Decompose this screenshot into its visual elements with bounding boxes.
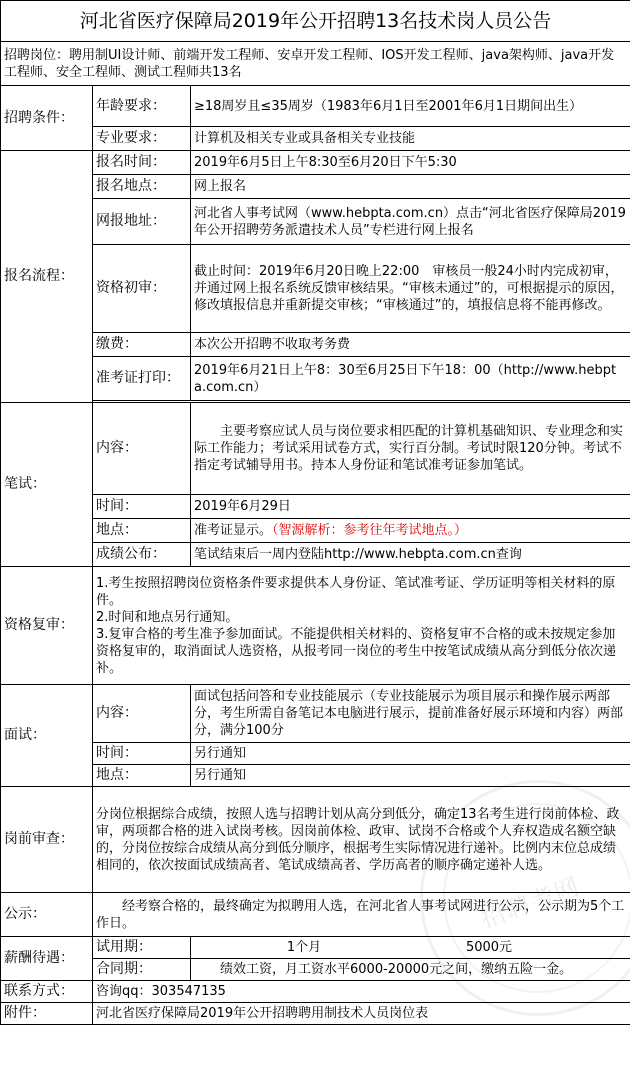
written-result-row xyxy=(1,543,630,567)
salary-contract-label: 合同期： xyxy=(93,959,191,981)
written-time-label: 时间： xyxy=(93,495,191,519)
reg-time-label: 报名时间： xyxy=(93,151,191,175)
reg-place-label: 报名地点： xyxy=(93,175,191,199)
written-result-label: 成绩公布： xyxy=(93,543,191,567)
interview-time-value: 另行通知 xyxy=(191,743,630,765)
reg-time-value: 2019年6月5日上午8:30至6月20日下午5:30 xyxy=(191,151,630,175)
salary-trial-row xyxy=(1,937,630,959)
age-row xyxy=(1,86,630,127)
publicity-value: 经考察合格的，最终确定为拟聘用人选，在河北省人事考试网进行公示，公示期为5个工作日。 xyxy=(93,893,630,937)
reg-site-value: 河北省人事考试网（www.hebpta.com.cn）点击“河北省医疗保障局2019年公开招聘劳务派遣技术人员”专栏进行网上报名 xyxy=(191,199,630,245)
registration-label: 报名流程： xyxy=(1,151,93,403)
reg-place-row xyxy=(1,175,630,199)
qualification-label: 资格复审： xyxy=(1,567,93,685)
reg-ticket-value: 2019年6月21日上午8：30至6月25日下午18：00（http://www.hebpta.com.cn） xyxy=(191,357,630,401)
conditions-label: 招聘条件： xyxy=(1,86,93,151)
salary-contract-value: 绩效工资，月工资水平6000-20000元之间，缴纳五险一金。 xyxy=(191,959,630,981)
preemployment-row xyxy=(1,787,630,893)
written-place-value: 准考证显示。 xyxy=(194,523,273,538)
reg-review-label: 资格初审： xyxy=(93,245,191,333)
interview-content-value: 面试包括问答和专业技能展示（专业技能展示为项目展示和操作展示两部分，考生所需自备笔记本电脑进行展示，提前准备好展示环境和内容）两部分，满分100分 xyxy=(191,685,630,743)
salary-trial-pay: 5000元 xyxy=(465,940,513,955)
age-value: ≥18周岁且≤35周岁（1983年6月1日至2001年6月1日期间出生） xyxy=(191,86,630,127)
preemployment-value: 分岗位根据综合成绩，按照人选与招聘计划从高分到低分，确定13名考生进行岗前体检、政审，两项都合格的进入试岗考核。因岗前体检、政审、试岗不合格或个人弃权造成名额空缺的，分岗位按综合成绩从高分到低分顺序，根据考生实际情况进行递补。比例内末位总成绩相同的，依次按面试成绩高者、笔试成绩高者、学历高者的顺序确定递补人选。 xyxy=(93,787,630,893)
preemployment-label: 岗前审查： xyxy=(1,787,93,893)
reg-fee-label: 缴费： xyxy=(93,333,191,357)
reg-site-row xyxy=(1,199,630,245)
attachment-label: 附件： xyxy=(1,1003,93,1025)
written-time-value: 2019年6月29日 xyxy=(191,495,630,519)
contact-value: 咨询qq：303547135 xyxy=(93,981,630,1003)
major-label: 专业要求： xyxy=(93,127,191,151)
written-content-row xyxy=(1,403,630,495)
qualification-item-3: 3.复审合格的考生准予参加面试。不能提供相关材料的、资格复审不合格的或未按规定参加资格复审的，取消面试人选资格，从报考同一岗位的考生中按笔试成绩从高分到低分依次递补。 xyxy=(96,626,617,676)
salary-label: 薪酬待遇： xyxy=(1,937,93,981)
salary-contract-row xyxy=(1,959,630,981)
attachment-row xyxy=(1,1003,630,1025)
reg-fee-row xyxy=(1,333,630,357)
salary-trial-cell xyxy=(191,937,630,959)
interview-place-row xyxy=(1,765,630,787)
qualification-row xyxy=(1,567,630,685)
contact-row xyxy=(1,981,630,1003)
reg-ticket-label: 准考证打印： xyxy=(93,357,191,401)
reg-review-value: 截止时间：2019年6月20日晚上22:00 审核员一般24小时内完成初审，并通过网上报名系统反馈审核结果。“审核未通过”的，可根据提示的原因，修改填报信息并重新提交审核；“审核通过”的，填报信息将不能再修改。 xyxy=(191,245,630,333)
major-row xyxy=(1,127,630,151)
written-content-value: 主要考察应试人员与岗位要求相匹配的计算机基础知识、专业理念和实际工作能力；考试采用试卷方式，实行百分制。考试时限120分钟。考试不指定考试辅导用书。持本人身份证和笔试准考证参加笔试。 xyxy=(191,403,630,495)
interview-place-value: 另行通知 xyxy=(191,765,630,787)
interview-content-label: 内容： xyxy=(93,685,191,743)
written-content-label: 内容： xyxy=(93,403,191,495)
interview-content-row xyxy=(1,685,630,743)
reg-site-label: 网报地址： xyxy=(93,199,191,245)
interview-place-label: 地点： xyxy=(93,765,191,787)
reg-fee-value: 本次公开招聘不收取考务费 xyxy=(191,333,630,357)
interview-time-label: 时间： xyxy=(93,743,191,765)
major-value: 计算机及相关专业或具备相关专业技能 xyxy=(191,127,630,151)
interview-label: 面试： xyxy=(1,685,93,787)
interview-time-row xyxy=(1,743,630,765)
age-label: 年龄要求： xyxy=(93,86,191,127)
watermark-text: 招聘考网 xyxy=(477,871,585,934)
contact-label: 联系方式： xyxy=(1,981,93,1003)
written-place-cell xyxy=(191,519,630,543)
publicity-row xyxy=(1,893,630,937)
written-place-note: （智源解析：参考往年考试地点。） xyxy=(272,523,468,538)
reg-time-row xyxy=(1,151,630,175)
qualification-item-2: 2.时间和地点另行通知。 xyxy=(96,609,239,625)
written-result-value: 笔试结束后一周内登陆http://www.hebpta.com.cn查询 xyxy=(191,543,630,567)
positions-text: 招聘岗位：聘用制UI设计师、前端开发工程师、安卓开发工程师、IOS开发工程师、java架构师、java开发工程师、安全工程师、测试工程师共13名 xyxy=(1,42,630,86)
positions-row xyxy=(1,42,630,86)
qualification-item-1: 1.考生按照招聘岗位资格条件要求提供本人身份证、笔试准考证、学历证明等相关材料的原件。 xyxy=(96,575,616,608)
attachment-link[interactable]: 河北省医疗保障局2019年公开招聘聘用制技术人员岗位表 xyxy=(93,1003,630,1025)
written-place-row xyxy=(1,519,630,543)
salary-trial-label: 试用期： xyxy=(93,937,191,959)
page-title: 河北省医疗保障局2019年公开招聘13名技术岗人员公告 xyxy=(1,1,630,42)
written-time-row xyxy=(1,495,630,519)
written-label: 笔试： xyxy=(1,403,93,567)
publicity-label: 公示： xyxy=(1,893,93,937)
reg-ticket-row xyxy=(1,357,630,401)
qualification-cell xyxy=(93,567,630,685)
salary-trial-period: 1个月 xyxy=(286,940,322,955)
reg-place-value: 网上报名 xyxy=(191,175,630,199)
written-place-label: 地点： xyxy=(93,519,191,543)
title-row xyxy=(1,1,630,42)
reg-review-row xyxy=(1,245,630,333)
